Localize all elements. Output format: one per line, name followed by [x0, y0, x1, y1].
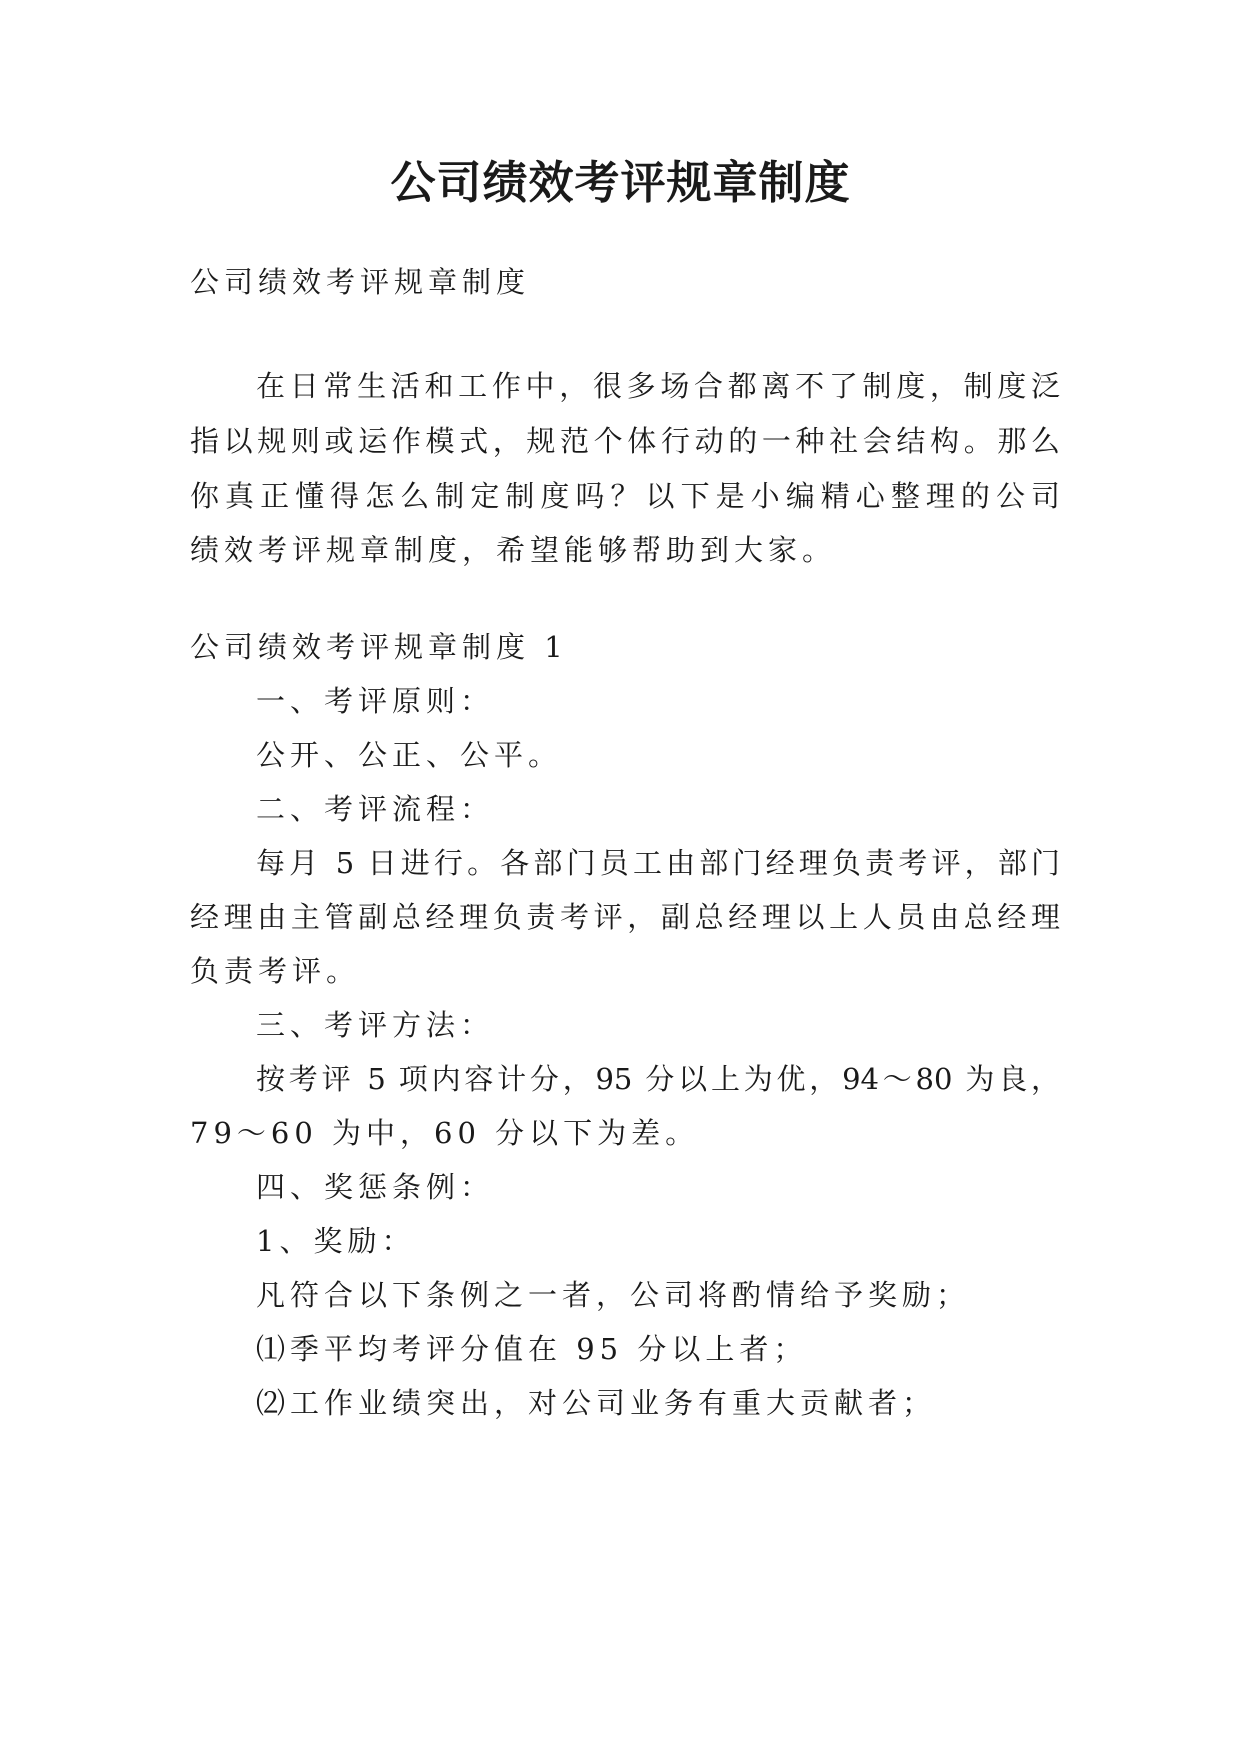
method-line-2: 79～60 为中，60 分以下为差。 [190, 1116, 700, 1150]
reward-subheading: 1、奖励： [256, 1224, 416, 1258]
process-line-2: 经理由主管副总经理负责考评，副总经理以上人员由总经理 [190, 900, 1060, 934]
reward-item-2: ⑵工作业绩突出，对公司业务有重大贡献者； [256, 1386, 937, 1420]
process-line-1: 每月 5 日进行。各部门员工由部门经理负责考评，部门 [256, 846, 1060, 880]
document-title: 公司绩效考评规章制度 [390, 156, 851, 209]
principle-text: 公开、公正、公平。 [256, 738, 563, 772]
document-subtitle: 公司绩效考评规章制度 [190, 265, 531, 299]
process-heading: 二、考评流程： [256, 792, 495, 826]
reward-item-1: ⑴季平均考评分值在 95 分以上者； [256, 1332, 808, 1366]
principle-heading: 一、考评原则： [256, 684, 495, 718]
intro-line-2: 指以规则或运作模式，规范个体行动的一种社会结构。那么 [190, 424, 1060, 458]
reward-heading: 四、奖惩条例： [256, 1170, 495, 1204]
reward-intro: 凡符合以下条例之一者，公司将酌情给予奖励； [256, 1278, 971, 1312]
intro-line-3: 你真正懂得怎么制定制度吗？以下是小编精心整理的公司 [190, 479, 1060, 513]
method-heading: 三、考评方法： [256, 1008, 495, 1042]
section-heading: 公司绩效考评规章制度 1 [190, 630, 568, 664]
process-line-3: 负责考评。 [190, 954, 361, 988]
intro-line-1: 在日常生活和工作中，很多场合都离不了制度，制度泛 [256, 369, 1060, 403]
method-line-1: 按考评 5 项内容计分，95 分以上为优，94～80 为良， [256, 1062, 1060, 1096]
intro-line-4: 绩效考评规章制度，希望能够帮助到大家。 [190, 533, 837, 567]
